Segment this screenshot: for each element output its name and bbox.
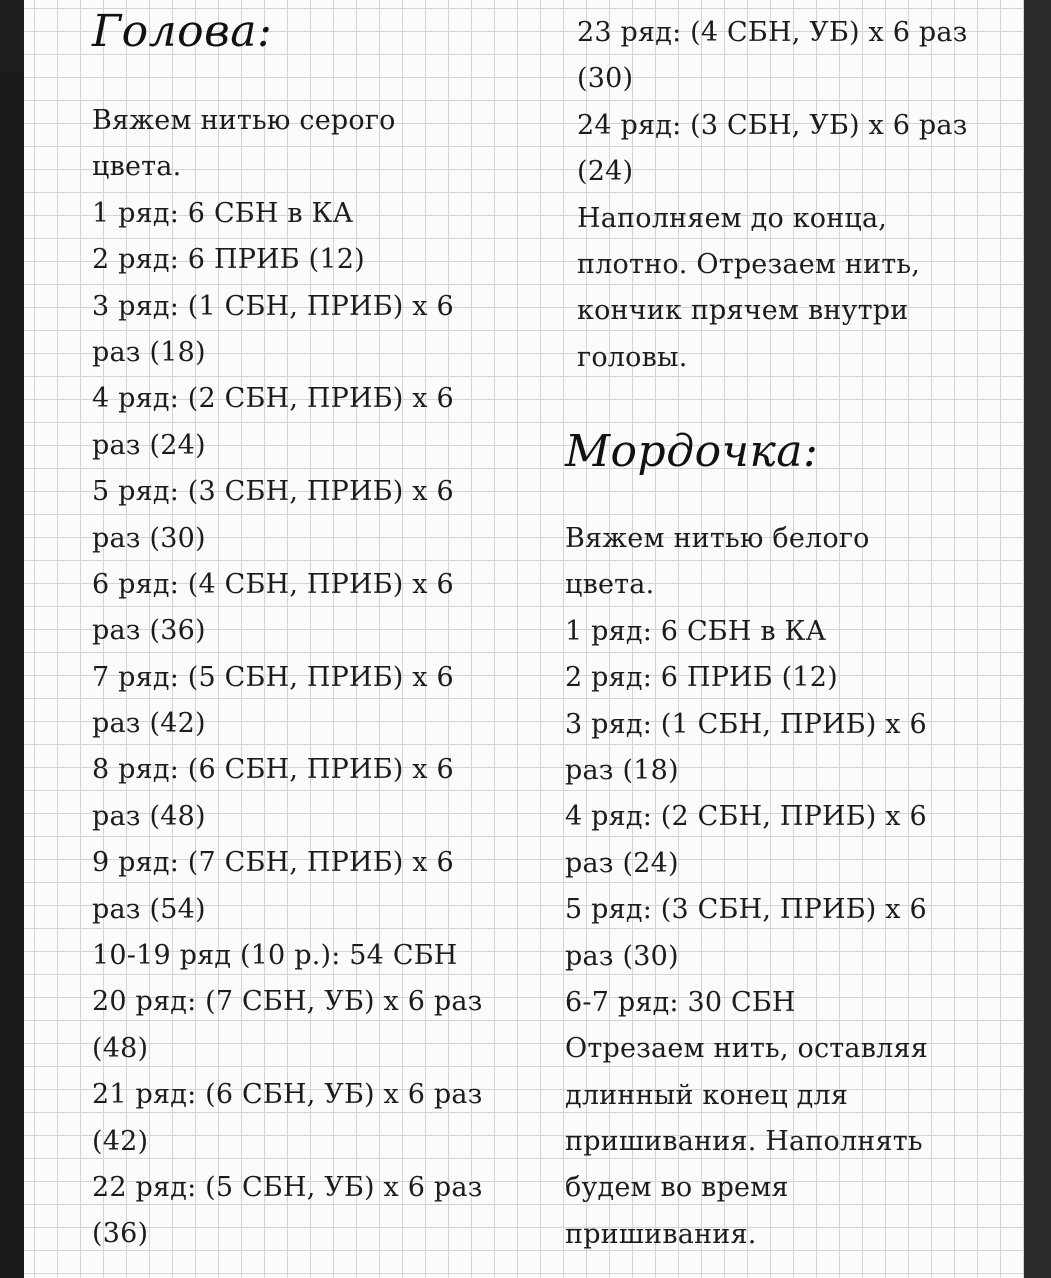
head-line: раз (36): [92, 615, 206, 647]
right-edge: [1024, 0, 1051, 1278]
snout-section-title: Мордочка:: [565, 426, 819, 477]
head-line: головы.: [577, 341, 688, 373]
snout-line: длинный конец для: [565, 1079, 849, 1111]
head-line: 4 ряд: (2 СБН, ПРИБ) х 6: [92, 383, 454, 415]
head-line: раз (48): [92, 800, 206, 832]
head-line: (36): [92, 1218, 149, 1250]
head-line: раз (18): [92, 336, 206, 368]
head-line: 6 ряд: (4 СБН, ПРИБ) х 6: [92, 568, 454, 600]
snout-line: Отрезаем нить, оставляя: [565, 1033, 928, 1065]
snout-line: пришивания. Наполнять: [565, 1126, 923, 1158]
head-line: 2 ряд: 6 ПРИБ (12): [92, 244, 365, 276]
head-line: 5 ряд: (3 СБН, ПРИБ) х 6: [92, 476, 454, 508]
head-line: 7 ряд: (5 СБН, ПРИБ) х 6: [92, 661, 454, 693]
head-line: (42): [92, 1125, 149, 1157]
head-line: цвета.: [92, 151, 182, 183]
head-line: 3 ряд: (1 СБН, ПРИБ) х 6: [92, 290, 454, 322]
snout-line: 6-7 ряд: 30 СБН: [565, 986, 796, 1018]
head-line: 1 ряд: 6 СБН в КА: [92, 197, 354, 229]
head-line: 10-19 ряд (10 р.): 54 СБН: [92, 940, 458, 972]
head-line: плотно. Отрезаем нить,: [577, 248, 921, 280]
head-line: раз (30): [92, 522, 206, 554]
snout-line: цвета.: [565, 569, 655, 601]
snout-line: пришивания.: [565, 1218, 757, 1250]
snout-line: будем во время: [565, 1172, 789, 1204]
head-line: раз (24): [92, 429, 206, 461]
head-section-title: Голова:: [92, 6, 273, 57]
head-line: 20 ряд: (7 СБН, УБ) х 6 раз: [92, 986, 483, 1018]
snout-line: Вяжем нитью белого: [565, 523, 870, 554]
head-line: раз (42): [92, 708, 206, 740]
head-continued: [577, 10, 968, 381]
snout-line: 2 ряд: 6 ПРИБ (12): [565, 662, 838, 694]
head-line: 8 ряд: (6 СБН, ПРИБ) х 6: [92, 754, 454, 786]
head-line: 23 ряд: (4 СБН, УБ) х 6 раз: [577, 17, 968, 48]
head-line: 22 ряд: (5 СБН, УБ) х 6 раз: [92, 1171, 483, 1203]
head-line: кончик прячем внутри: [577, 295, 909, 327]
head-line: (24): [577, 156, 634, 188]
snout-line: 1 ряд: 6 СБН в КА: [565, 615, 827, 647]
snout-line: 3 ряд: (1 СБН, ПРИБ) х 6: [565, 708, 927, 740]
snout-line: раз (24): [565, 847, 679, 879]
head-line: Вяжем нитью серого: [92, 105, 396, 136]
head-line: 9 ряд: (7 СБН, ПРИБ) х 6: [92, 847, 454, 879]
snout-line: 4 ряд: (2 СБН, ПРИБ) х 6: [565, 801, 927, 833]
head-line: (30): [577, 63, 634, 95]
snout-line: 5 ряд: (3 СБН, ПРИБ) х 6: [565, 894, 927, 926]
head-line: (48): [92, 1032, 149, 1064]
head-line: 21 ряд: (6 СБН, УБ) х 6 раз: [92, 1079, 483, 1111]
head-line: раз (54): [92, 893, 206, 925]
snout-line: раз (30): [565, 940, 679, 972]
head-line: 24 ряд: (3 СБН, УБ) х 6 раз: [577, 109, 968, 141]
snout-instructions: [565, 516, 928, 1258]
head-line: Наполняем до конца,: [577, 202, 888, 234]
snout-line: раз (18): [565, 754, 679, 786]
